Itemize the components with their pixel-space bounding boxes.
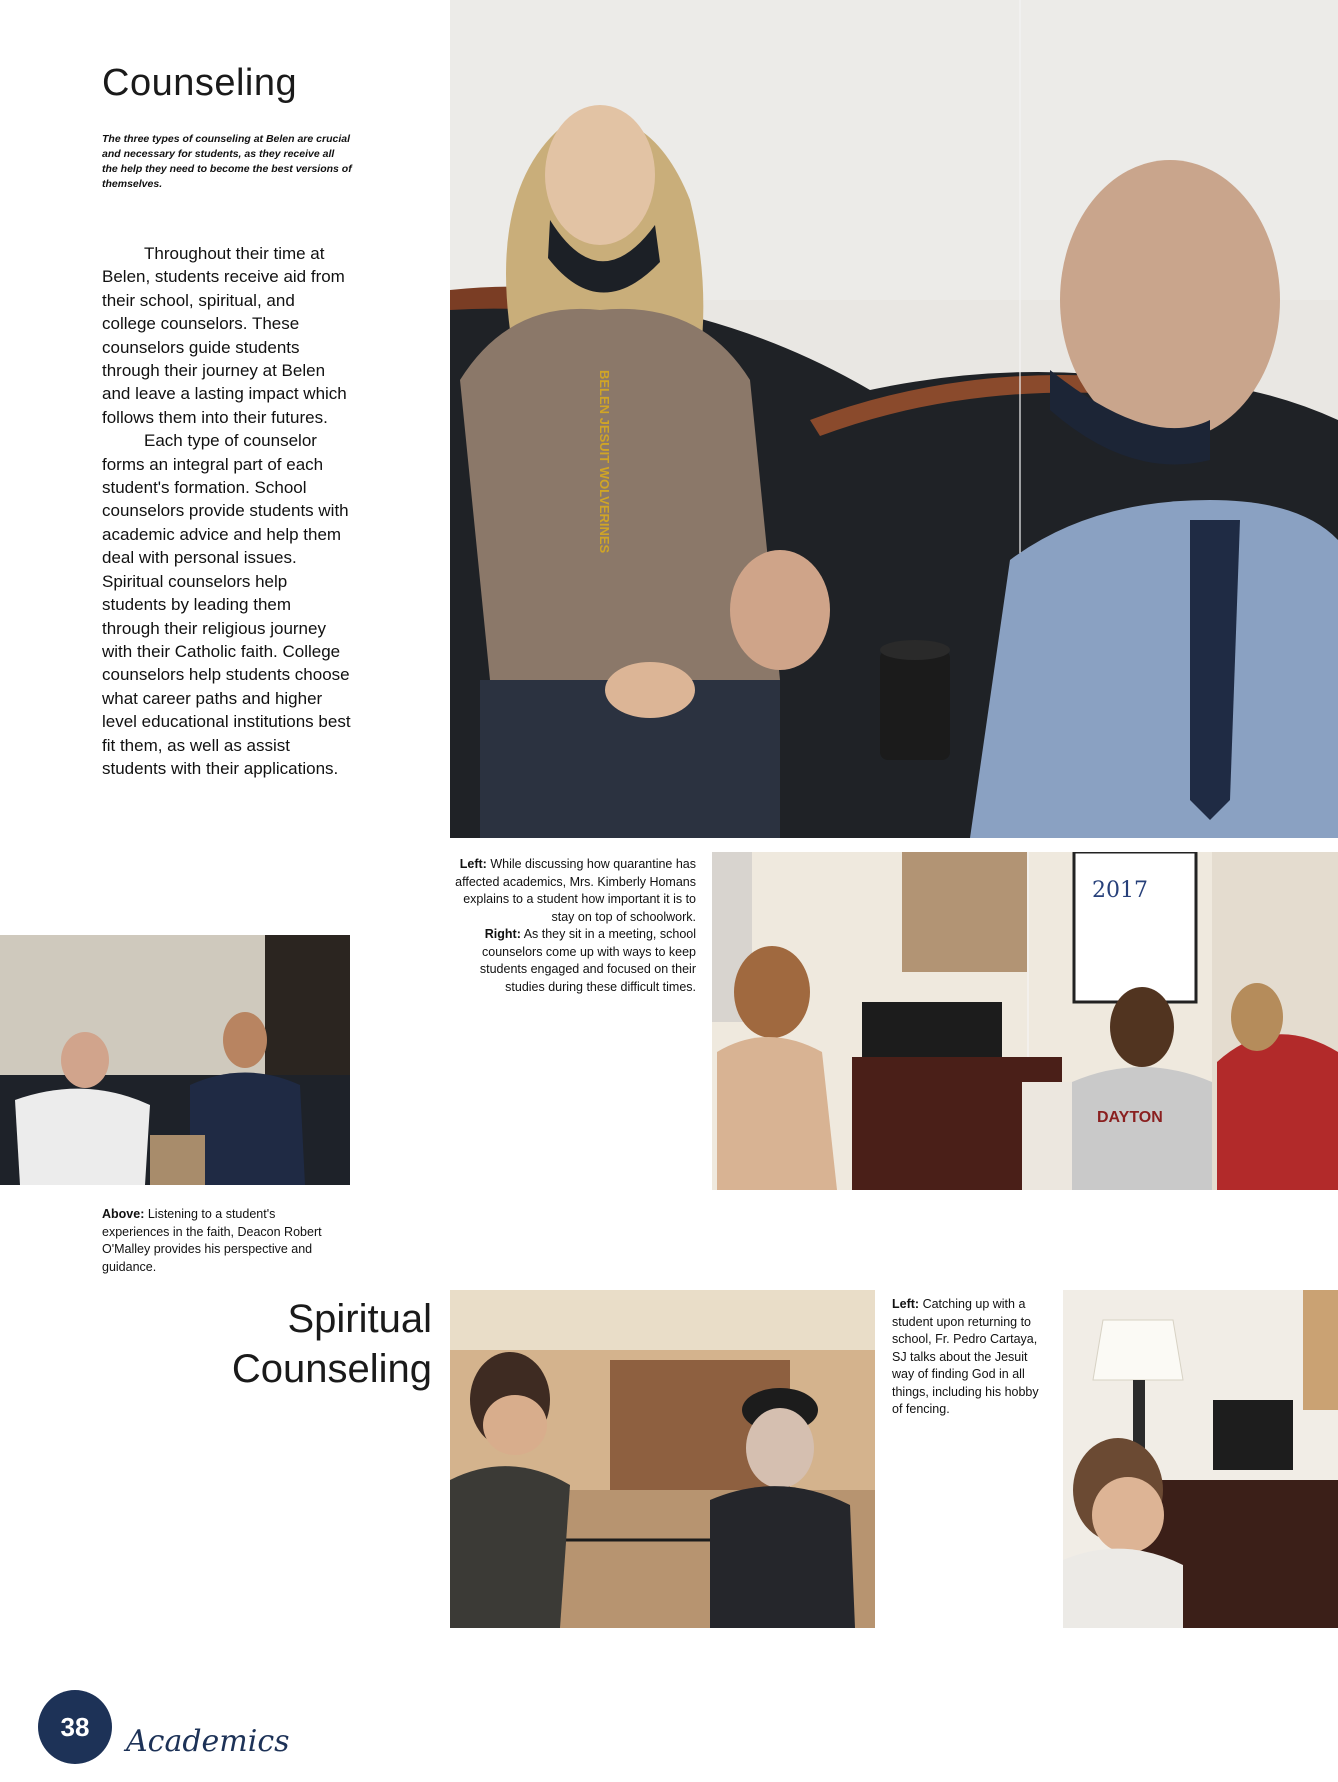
office-photo	[712, 852, 1338, 1190]
main-photo	[450, 0, 1338, 838]
body-text	[102, 242, 352, 780]
caption-deacon-text: Listening to a student's experiences in the faith, Deacon Robert O'Malley provides his perspective and guidance.	[102, 1207, 322, 1274]
section-heading-line-2: Counseling	[231, 1347, 432, 1391]
caption-main-right-label: Right:	[484, 927, 521, 941]
hallway-photo	[450, 1290, 875, 1628]
page-number-badge: 38	[38, 1690, 112, 1764]
body-paragraph-1: Throughout their time at Belen, students receive aid from their school, spiritual, and college counselors. These counselors guide students through their journey at Belen and leave a lasting impact which follows them into their futures.	[102, 244, 347, 427]
caption-main-right-text: As they sit in a meeting, school counselors come up with ways to keep students engaged and focused on their studies during these difficult times.	[479, 927, 696, 994]
caption-main-left-text: While discussing how quarantine has affected academics, Mrs. Kimberly Homans explains to a student how important it is to stay on top of schoolwork.	[455, 857, 696, 924]
body-paragraph-2: Each type of counselor forms an integral part of each student's formation. School counselors provide students with academic advice and help them deal with personal issues. Spiritual counselors help students by leading them through their religious journey with their Catholic faith. College counselors help students choose what career paths and higher level educational institutions best fit them, as well as assist students with their applications.	[102, 431, 351, 778]
sweatshirt-text: DAYTON	[1097, 1109, 1163, 1126]
section-heading-line-1: Spiritual	[287, 1297, 432, 1341]
lanyard-text: BELEN JESUIT WOLVERINES	[597, 370, 612, 554]
deacon-photo	[0, 935, 350, 1185]
caption-main	[448, 856, 696, 996]
desk-photo	[1063, 1290, 1338, 1628]
caption-deacon-label: Above:	[102, 1207, 145, 1221]
caption-hall-label: Left:	[892, 1297, 920, 1311]
page-title: Counseling	[102, 62, 298, 104]
calendar-year-text: 2017	[1092, 878, 1148, 903]
section-label: Academics	[126, 1724, 290, 1759]
section-heading	[180, 1294, 432, 1394]
caption-deacon	[102, 1206, 342, 1276]
caption-main-left-label: Left:	[459, 857, 487, 871]
subhead: The three types of counseling at Belen are crucial and necessary for students, as they receive all the help they need to become the best versions of themselves.	[102, 133, 352, 190]
caption-hall-text: Catching up with a student upon returning to school, Fr. Pedro Cartaya, SJ talks about the Jesuit way of finding God in all things, including his hobby of fencing.	[892, 1297, 1039, 1416]
caption-hall	[892, 1296, 1052, 1419]
